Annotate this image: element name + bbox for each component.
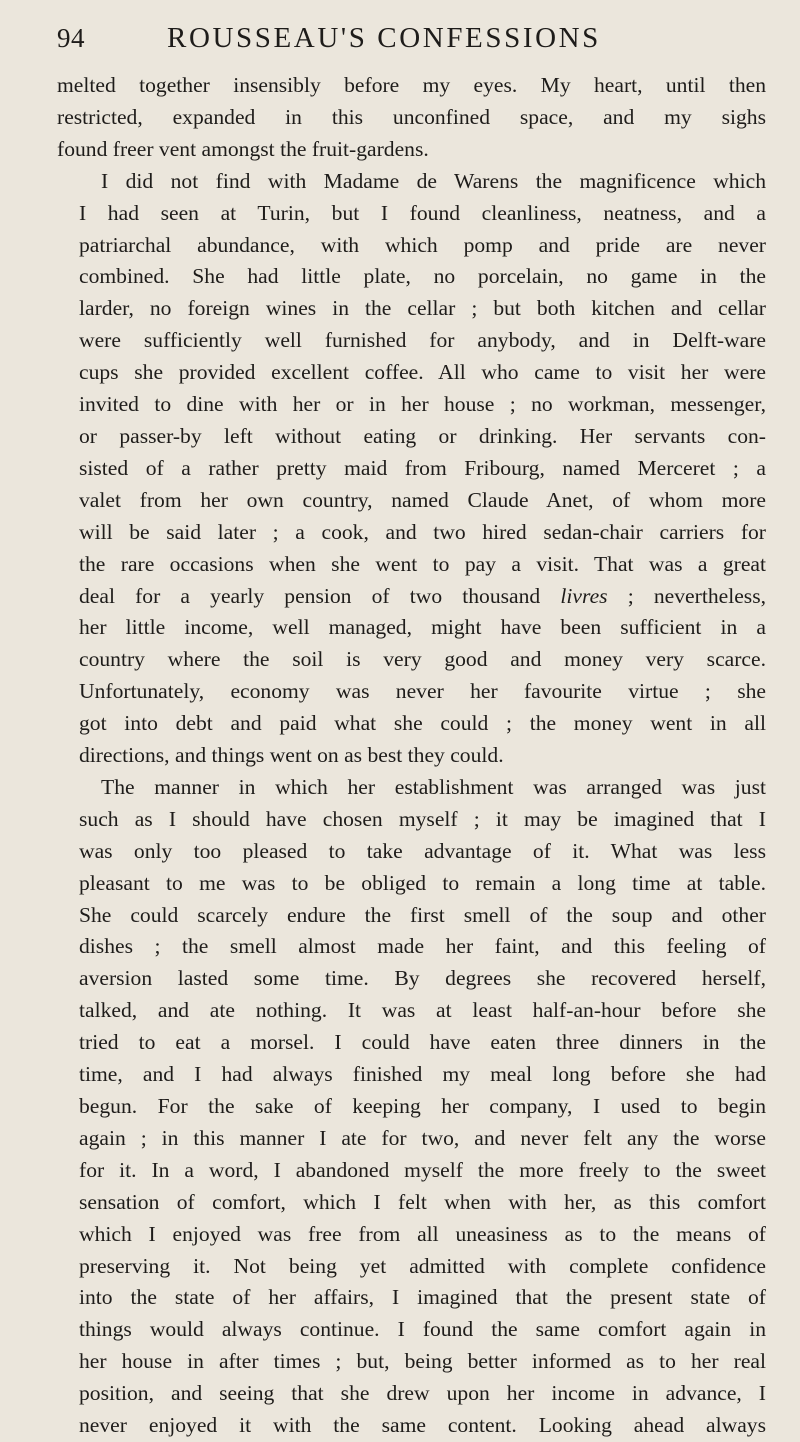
text-line: for it. In a word, I abandoned myself the more freely to the sweet	[79, 1157, 766, 1182]
text-line: talked, and ate nothing. It was at least half-an-hour before she	[79, 998, 766, 1023]
text-line: things would always continue. I found the same comfort again in	[79, 1317, 766, 1342]
text-line: combined. She had little plate, no porcelain, no game in the	[79, 264, 766, 289]
text-line: into the state of her affairs, I imagined that the present state of	[79, 1285, 766, 1310]
text-line: patriarchal abundance, with which pomp and pride are never	[79, 232, 766, 257]
text-line: I did not find with Madame de Warens the magnificence which	[101, 168, 766, 193]
text-line: tried to eat a morsel. I could have eaten three dinners in the	[79, 1030, 766, 1055]
text-line: directions, and things went on as best they could.	[79, 743, 504, 768]
text-line: got into debt and paid what she could ; the money went in all	[79, 711, 766, 736]
text-line: never enjoyed it with the same content. Looking ahead always	[79, 1413, 766, 1438]
text-line: sensation of comfort, which I felt when with her, as this comfort	[79, 1189, 766, 1214]
text-line: begun. For the sake of keeping her company, I used to begin	[79, 1094, 766, 1118]
text-line: I had seen at Turin, but I found cleanliness, neatness, and a	[79, 200, 766, 225]
text-line: found freer vent amongst the fruit-gardens.	[57, 136, 429, 161]
text-line: aversion lasted some time. By degrees she recovered herself,	[79, 966, 766, 991]
running-head	[57, 22, 766, 58]
text-line: She could scarcely endure the first smell of the soup and other	[79, 902, 766, 927]
text-line: dishes ; the smell almost made her faint, and this feeling of	[79, 934, 766, 959]
italic-word: livres	[560, 583, 608, 608]
text-line: which I enjoyed was free from all uneasiness as to the means of	[79, 1221, 766, 1246]
text-line: valet from her own country, named Claude Anet, of whom more	[79, 487, 766, 512]
text-line: time, and I had always finished my meal long before she had	[79, 1062, 766, 1087]
text-line: Unfortunately, economy was never her favourite virtue ; she	[79, 679, 766, 704]
text-line: larder, no foreign wines in the cellar ; but both kitchen and cellar	[79, 296, 766, 321]
page-number: 94	[57, 23, 85, 53]
text-fragment: deal for a yearly pension of two thousand	[79, 583, 561, 608]
paragraph	[57, 772, 766, 1442]
text-line-with-italic	[57, 581, 766, 613]
body-text	[57, 70, 766, 1442]
paragraph	[57, 166, 766, 772]
text-line: such as I should have chosen myself ; it may be imagined that I	[79, 806, 766, 831]
text-line: her house in after times ; but, being better informed as to her real	[79, 1349, 766, 1374]
text-line: the rare occasions when she went to pay a visit. That was a great	[79, 551, 766, 576]
running-title: ROUSSEAU'S CONFESSIONS	[167, 22, 601, 54]
text-line: was only too pleased to take advantage of it. What was less	[79, 838, 766, 863]
text-line: preserving it. Not being yet admitted with complete confidence	[79, 1253, 766, 1278]
text-line: pleasant to me was to be obliged to remain a long time at table.	[79, 870, 766, 895]
text-line: sisted of a rather pretty maid from Fribourg, named Merceret ; a	[79, 455, 766, 480]
text-line: country where the soil is very good and money very scarce.	[79, 647, 766, 672]
text-line: melted together insensibly before my eyes. My heart, until then	[57, 73, 766, 97]
paragraph	[57, 70, 766, 166]
text-fragment: ; nevertheless,	[607, 583, 766, 608]
text-line: her little income, well managed, might have been sufficient in a	[79, 615, 766, 640]
text-line: position, and seeing that she drew upon her income in advance, I	[79, 1381, 766, 1406]
text-line: invited to dine with her or in her house ; no workman, messenger,	[79, 392, 766, 417]
text-line: again ; in this manner I ate for two, and never felt any the worse	[79, 1125, 766, 1150]
text-line: The manner in which her establishment was arranged was just	[101, 774, 766, 799]
text-line: cups she provided excellent coffee. All who came to visit her were	[79, 360, 766, 385]
text-line: were sufficiently well furnished for anybody, and in Delft-ware	[79, 328, 766, 353]
text-line: will be said later ; a cook, and two hired sedan-chair carriers for	[79, 519, 766, 544]
text-line: restricted, expanded in this unconfined space, and my sighs	[57, 104, 766, 129]
text-line: or passer-by left without eating or drinking. Her servants con-	[79, 423, 766, 448]
